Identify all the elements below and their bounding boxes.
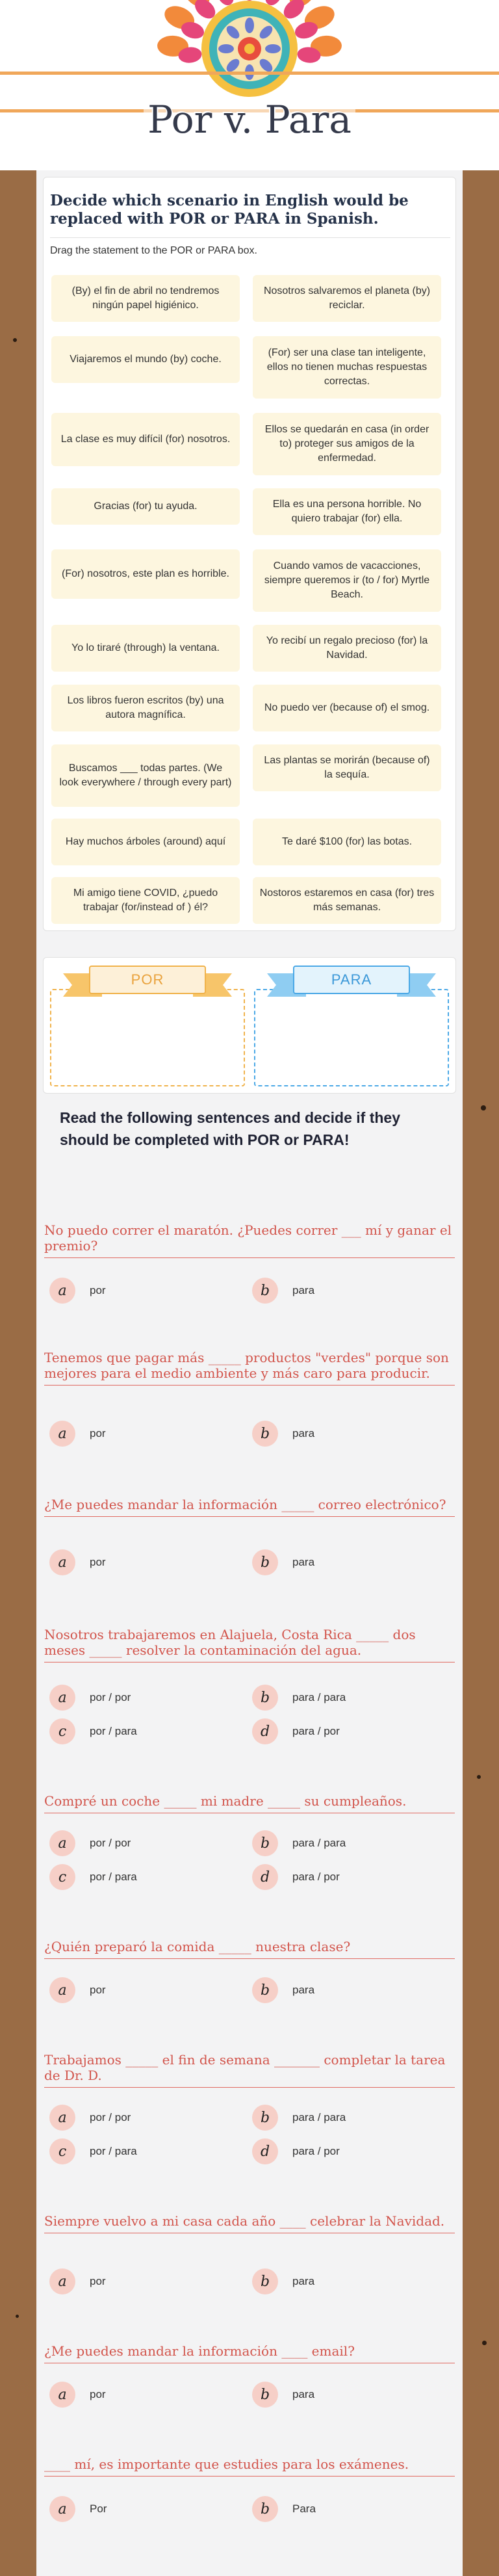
- page-title: [0, 98, 499, 142]
- quiz-intro: Read the following sentences and decide if they should be completed with POR or PARA!: [60, 1109, 400, 1148]
- option-label: por: [90, 2388, 106, 2400]
- question-7: [44, 2052, 455, 2088]
- option-label: por: [90, 1427, 106, 1439]
- answer-option-c[interactable]: [49, 1863, 137, 1891]
- option-label: para / para: [292, 1837, 346, 1849]
- option-letter-badge: b: [252, 1685, 278, 1711]
- option-letter-badge: b: [252, 1278, 278, 1304]
- option-letter-badge: c: [49, 1718, 75, 1744]
- option-label: por: [90, 1556, 106, 1568]
- option-letter-badge: a: [49, 2382, 75, 2408]
- option-label: para / por: [292, 2145, 340, 2157]
- option-letter-badge: b: [252, 1421, 278, 1447]
- drag-card[interactable]: Cuando vamos de vacacciones, siempre queremos ir (to / for) Myrtle Beach.: [253, 549, 441, 612]
- option-letter-badge: b: [252, 1977, 278, 2003]
- drag-card[interactable]: Los libros fueron escritos (by) una autora magnífica.: [51, 685, 240, 731]
- option-label: para: [292, 1284, 315, 1296]
- question-text: Nosotros trabajaremos en Alajuela, Costa Rica _____ dos meses _____ resolver la contaminación del agua.: [44, 1627, 455, 1663]
- option-letter-badge: b: [252, 1830, 278, 1856]
- option-label: por / para: [90, 1725, 137, 1737]
- option-label: por: [90, 2275, 106, 2287]
- question-10: [44, 2456, 455, 2477]
- answer-option-b[interactable]: [252, 1830, 346, 1857]
- drag-card[interactable]: Buscamos ___ todas partes. (We look everywhere / through every part): [51, 744, 240, 807]
- drag-instruction: Drag the statement to the POR or PARA box.: [50, 245, 257, 256]
- drag-card[interactable]: Nosotros salvaremos el planeta (by) reciclar.: [253, 275, 441, 322]
- page-title-text: Por v. Para: [144, 98, 355, 142]
- answer-option-a[interactable]: [49, 2268, 106, 2295]
- drag-card[interactable]: La clase es muy difícil (for) nosotros.: [51, 413, 240, 466]
- option-letter-badge: a: [49, 1421, 75, 1447]
- worksheet: [36, 170, 463, 2576]
- option-letter-badge: d: [252, 1718, 278, 1744]
- drag-card[interactable]: (For) ser una clase tan inteligente, ellos no tienen muchas respuestas correctas.: [253, 336, 441, 399]
- answer-option-b[interactable]: [252, 1684, 346, 1711]
- para-ribbon: [267, 962, 436, 998]
- question-text: ¿Me puedes mandar la información _____ correo electrónico?: [44, 1497, 455, 1517]
- option-letter-badge: b: [252, 1549, 278, 1575]
- question-text: ____ mí, es importante que estudies para los exámenes.: [44, 2456, 455, 2477]
- option-letter-badge: a: [49, 1549, 75, 1575]
- option-label: por: [90, 1284, 106, 1296]
- drag-card[interactable]: Hay muchos árboles (around) aquí: [51, 819, 240, 865]
- option-label: por / para: [90, 1871, 137, 1883]
- option-label: para / por: [292, 1725, 340, 1737]
- option-letter-badge: a: [49, 1278, 75, 1304]
- option-label: para: [292, 2275, 315, 2287]
- wood-speck: [482, 2341, 487, 2345]
- drag-card[interactable]: Yo recibí un regalo precioso (for) la Navidad.: [253, 625, 441, 672]
- option-letter-badge: a: [49, 2268, 75, 2294]
- drag-card[interactable]: (By) el fin de abril no tendremos ningún papel higiénico.: [51, 275, 240, 322]
- option-letter-badge: a: [49, 1830, 75, 1856]
- answer-option-b[interactable]: [252, 1977, 314, 2004]
- answer-option-d[interactable]: [252, 2138, 340, 2165]
- answer-option-a[interactable]: [49, 1684, 131, 1711]
- answer-option-d[interactable]: [252, 1863, 340, 1891]
- answer-option-a[interactable]: [49, 1830, 131, 1857]
- divider: [50, 237, 450, 238]
- header-banner: [0, 0, 499, 170]
- option-letter-badge: d: [252, 2138, 278, 2164]
- answer-option-b[interactable]: [252, 2381, 314, 2408]
- por-drop-zone[interactable]: [50, 989, 245, 1086]
- question-2: [44, 1350, 455, 1386]
- answer-option-a[interactable]: [49, 2381, 106, 2408]
- option-label: para: [292, 2388, 315, 2400]
- drag-card[interactable]: Las plantas se morirán (because of) la sequía.: [253, 744, 441, 791]
- option-label: Para: [292, 2503, 316, 2515]
- option-letter-badge: a: [49, 2496, 75, 2522]
- por-label: POR: [89, 966, 206, 994]
- option-label: por / por: [90, 1691, 131, 1703]
- answer-option-d[interactable]: [252, 1718, 340, 1745]
- drag-card[interactable]: Ellos se quedarán en casa (in order to) proteger sus amigos de la enfermedad.: [253, 413, 441, 475]
- option-letter-badge: c: [49, 2138, 75, 2164]
- option-label: por / para: [90, 2145, 137, 2157]
- drag-card[interactable]: Gracias (for) tu ayuda.: [51, 488, 240, 525]
- answer-option-b[interactable]: [252, 1549, 314, 1576]
- option-label: para: [292, 1984, 315, 1996]
- option-letter-badge: d: [252, 1864, 278, 1890]
- answer-option-b[interactable]: [252, 1277, 314, 1304]
- drag-card[interactable]: Yo lo tiraré (through) la ventana.: [51, 625, 240, 672]
- answer-option-a[interactable]: [49, 1977, 106, 2004]
- question-text: Siempre vuelvo a mi casa cada año ____ celebrar la Navidad.: [44, 2213, 455, 2233]
- answer-option-b[interactable]: [252, 2495, 316, 2523]
- option-label: para: [292, 1427, 315, 1439]
- drag-card[interactable]: Te daré $100 (for) las botas.: [253, 819, 441, 865]
- question-8: [44, 2213, 455, 2233]
- para-drop-zone[interactable]: [254, 989, 449, 1086]
- drop-zone-panel: [43, 957, 456, 1094]
- question-text: Compré un coche _____ mi madre _____ su cumpleaños.: [44, 1793, 455, 1813]
- wood-speck: [481, 1105, 486, 1111]
- option-letter-badge: b: [252, 2105, 278, 2131]
- drag-activity-title: Decide which scenario in English would be replaced with POR or PARA in Spanish.: [50, 192, 409, 228]
- option-label: para / por: [292, 1871, 340, 1883]
- question-6: [44, 1939, 455, 1959]
- drag-card[interactable]: Mi amigo tiene COVID, ¿puedo trabajar (for/instead of ) él?: [51, 877, 240, 924]
- answer-option-a[interactable]: [49, 1277, 106, 1304]
- option-letter-badge: b: [252, 2496, 278, 2522]
- question-9: [44, 2343, 455, 2363]
- drag-card[interactable]: Viajaremos el mundo (by) coche.: [51, 336, 240, 383]
- option-letter-badge: a: [49, 2105, 75, 2131]
- question-text: Tenemos que pagar más _____ productos "verdes" porque son mejores para el medio ambiente y más caro para producir.: [44, 1350, 455, 1386]
- answer-option-b[interactable]: [252, 1420, 314, 1447]
- question-3: [44, 1497, 455, 1517]
- answer-option-c[interactable]: [49, 2138, 137, 2165]
- wood-speck: [477, 1775, 481, 1779]
- option-letter-badge: b: [252, 2268, 278, 2294]
- wood-speck: [16, 2315, 19, 2318]
- answer-option-a[interactable]: [49, 1549, 106, 1576]
- drag-card[interactable]: Nostoros estaremos en casa (for) tres más semanas.: [253, 877, 441, 924]
- header-rule-top: [0, 72, 499, 75]
- drag-card[interactable]: No puedo ver (because of) el smog.: [253, 685, 441, 731]
- para-label: PARA: [293, 966, 410, 994]
- question-text: No puedo correr el maratón. ¿Puedes correr ___ mí y ganar el premio?: [44, 1222, 455, 1258]
- answer-option-a[interactable]: [49, 2495, 107, 2523]
- option-label: por / por: [90, 2111, 131, 2123]
- drag-card[interactable]: (For) nosotros, este plan es horrible.: [51, 549, 240, 599]
- drag-drop-panel: [43, 177, 456, 931]
- por-ribbon: [63, 962, 232, 998]
- wood-speck: [13, 338, 17, 342]
- option-label: para: [292, 1556, 315, 1568]
- option-letter-badge: b: [252, 2382, 278, 2408]
- answer-option-c[interactable]: [49, 1718, 137, 1745]
- answer-option-a[interactable]: [49, 1420, 106, 1447]
- question-5: [44, 1793, 455, 1813]
- answer-option-a[interactable]: [49, 2104, 131, 2131]
- option-label: por: [90, 1984, 106, 1996]
- option-label: por / por: [90, 1837, 131, 1849]
- question-1: [44, 1222, 455, 1258]
- question-text: Trabajamos _____ el fin de semana _______ completar la tarea de Dr. D.: [44, 2052, 455, 2088]
- option-letter-badge: a: [49, 1685, 75, 1711]
- option-label: para / para: [292, 1691, 346, 1703]
- question-text: ¿Quién preparó la comida _____ nuestra clase?: [44, 1939, 455, 1959]
- option-letter-badge: c: [49, 1864, 75, 1890]
- option-letter-badge: a: [49, 1977, 75, 2003]
- option-label: para / para: [292, 2111, 346, 2123]
- question-text: ¿Me puedes mandar la información ____ email?: [44, 2343, 455, 2363]
- answer-option-b[interactable]: [252, 2104, 346, 2131]
- question-4: [44, 1627, 455, 1663]
- option-label: Por: [90, 2503, 107, 2515]
- answer-option-b[interactable]: [252, 2268, 314, 2295]
- drag-card[interactable]: Ella es una persona horrible. No quiero trabajar (for) ella.: [253, 488, 441, 535]
